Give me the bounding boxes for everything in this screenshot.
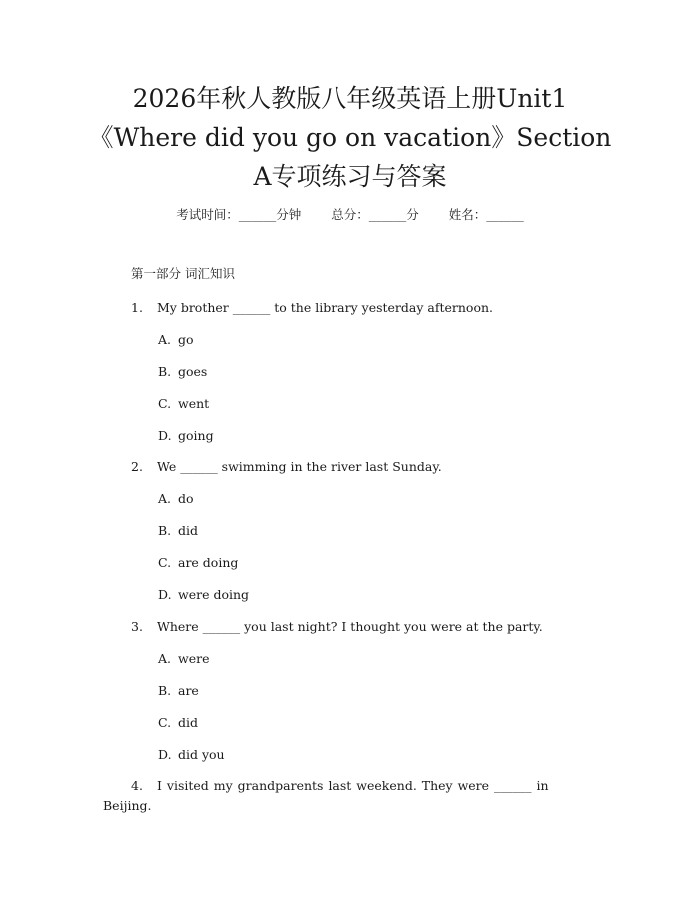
section-title: 第一部分 词汇知识 — [131, 266, 235, 281]
option-letter: D. — [158, 587, 172, 602]
option-text: go — [178, 332, 194, 347]
option-text: are — [178, 683, 199, 698]
option-text: going — [178, 428, 214, 443]
option-letter: B. — [158, 523, 172, 538]
exam-time: 考试时间：______分钟 — [176, 207, 302, 222]
option-letter: D. — [158, 428, 172, 443]
option-text: were doing — [178, 587, 250, 602]
question-number: 3. — [131, 619, 143, 634]
question-number: 1. — [131, 300, 143, 315]
option-text: were — [178, 651, 210, 666]
question-3 — [131, 617, 543, 637]
question-text: We ______ swimming in the river last Sunday. — [157, 459, 442, 474]
title-line-2: 《Where did you go on vacation》Section — [88, 123, 612, 152]
option-2a — [158, 489, 194, 509]
option-1b — [158, 362, 207, 382]
option-text: are doing — [178, 555, 239, 570]
option-1c — [158, 394, 209, 414]
option-text: did you — [178, 747, 225, 762]
option-3b — [158, 681, 199, 701]
title-line-1: 2026年秋人教版八年级英语上册Unit1 — [132, 84, 568, 113]
option-letter: A. — [158, 491, 172, 506]
option-letter: C. — [158, 396, 172, 411]
option-letter: A. — [158, 651, 172, 666]
option-letter: D. — [158, 747, 172, 762]
option-letter: C. — [158, 715, 172, 730]
document-title — [60, 79, 640, 196]
option-text: do — [178, 491, 194, 506]
exam-meta — [0, 205, 700, 225]
option-2b — [158, 521, 198, 541]
option-3c — [158, 713, 198, 733]
question-1 — [131, 298, 493, 318]
option-text: went — [178, 396, 210, 411]
exam-name: 姓名：______ — [448, 207, 524, 222]
question-number: 4. — [131, 778, 143, 793]
option-text: goes — [178, 364, 208, 379]
option-text: did — [178, 715, 199, 730]
option-text: did — [178, 523, 199, 538]
question-text: Where ______ you last night? I thought you were at the party. — [157, 619, 543, 634]
question-text: I visited my grandparents last weekend. They were ______ in Beijing. — [103, 778, 549, 813]
option-3d — [158, 745, 225, 765]
question-text: My brother ______ to the library yesterday afternoon. — [157, 300, 493, 315]
option-2d — [158, 585, 249, 605]
option-letter: B. — [158, 364, 172, 379]
option-letter: C. — [158, 555, 172, 570]
option-1a — [158, 330, 194, 350]
option-letter: B. — [158, 683, 172, 698]
title-line-3: A专项练习与答案 — [253, 162, 447, 191]
option-2c — [158, 553, 238, 573]
option-3a — [158, 649, 209, 669]
exam-score: 总分：______分 — [331, 207, 419, 222]
question-2 — [131, 457, 442, 477]
question-number: 2. — [131, 459, 143, 474]
option-letter: A. — [158, 332, 172, 347]
option-1d — [158, 426, 214, 446]
question-4 — [103, 776, 583, 816]
